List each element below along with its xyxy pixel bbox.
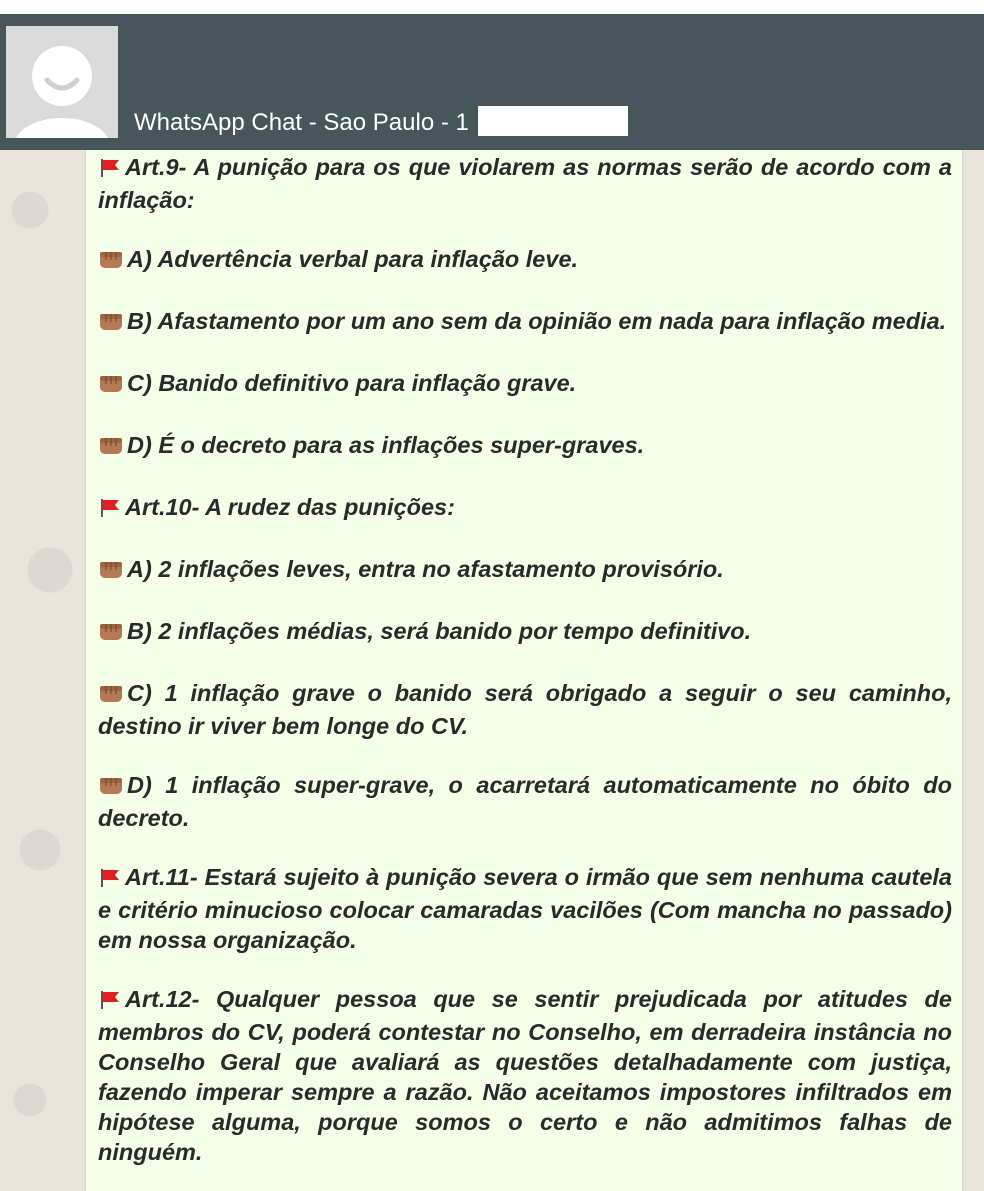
fist-icon [98,433,124,463]
message-paragraph [98,770,952,833]
message-text: C) Banido definitivo para inflação grave. [127,370,577,396]
message-paragraph [98,616,952,649]
message-text: Art.10- A rudez das punições: [125,494,455,520]
message-paragraph [98,244,952,277]
message-paragraph [98,554,952,587]
message-text: Art.11- Estará sujeito à punição severa o irmão que sem nenhuma cautela e critério minucioso colocar camaradas vacilões (Com mancha no passado) em nossa organização. [98,864,952,953]
message-text: A) Advertência verbal para inflação leve. [127,246,579,272]
message-paragraph [98,492,952,525]
message-text: B) Afastamento por um ano sem da opinião em nada para inflação media. [127,308,947,334]
top-strip [0,0,984,14]
fist-icon [98,619,124,649]
fist-icon [98,371,124,401]
chat-title: WhatsApp Chat - Sao Paulo - 1 [134,109,469,136]
default-avatar-icon[interactable] [6,26,118,138]
red-flag-icon [98,155,122,185]
fist-icon [98,309,124,339]
message-paragraph [98,678,952,741]
fist-icon [98,681,124,711]
message-text: D) 1 inflação super-grave, o acarretará automaticamente no óbito do decreto. [98,772,952,831]
message-paragraph [98,862,952,955]
chat-header [0,14,984,150]
red-flag-icon [98,987,122,1017]
message-paragraph [98,306,952,339]
redaction-box [478,106,628,136]
message-paragraph [98,368,952,401]
message-text: A) 2 inflações leves, entra no afastamento provisório. [127,556,724,582]
message-text: C) 1 inflação grave o banido será obrigado a seguir o seu caminho, destino ir viver bem longe do CV. [98,680,952,739]
red-flag-icon [98,865,122,895]
fist-icon [98,247,124,277]
message-paragraph [98,984,952,1167]
fist-icon [98,773,124,803]
message-text: Art.12- Qualquer pessoa que se sentir prejudicada por atitudes de membros do CV, poderá contestar no Conselho, em derradeira instância no Conselho Geral que avaliará as questões detalhadamente com justiça, fazendo imperar sempre a razão. Não aceitamos impostores infiltrados em hipótese alguma, porque somos o certo e não admitimos falhas de ninguém. [98,986,952,1165]
message-text: B) 2 inflações médias, será banido por tempo definitivo. [127,618,752,644]
message-text: D) É o decreto para as inflações super-graves. [127,432,645,458]
message-text-list [98,152,952,1167]
red-flag-icon [98,495,122,525]
message-text: Art.9- A punição para os que violarem as normas serão de acordo com a inflação: [98,154,952,213]
fist-icon [98,557,124,587]
message-paragraph [98,430,952,463]
message-paragraph [98,152,952,215]
